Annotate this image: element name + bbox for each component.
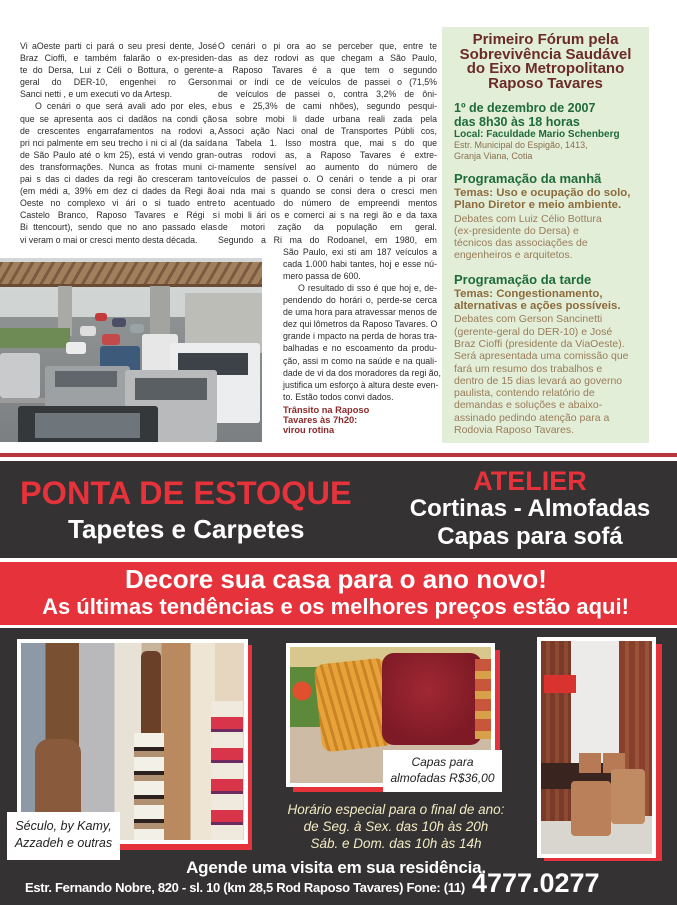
forum-venue: Local: Faculdade Mario Schenberg — [454, 129, 620, 140]
session-themes — [454, 188, 639, 212]
traffic-photo — [0, 258, 262, 442]
article-line: Associ ação Naci onal de Transportes Públi cos, — [218, 125, 437, 136]
article-line: i mobi li ári os e comerci ai s na regi ão e da taxa — [218, 210, 437, 221]
article-line: na Tabela 1. Isso mostra que, mai s do que — [218, 137, 437, 148]
overpass — [0, 262, 262, 287]
photo-caption-line: Tavares às 7h20: — [283, 415, 358, 425]
session-themes — [454, 289, 639, 313]
car — [66, 342, 86, 354]
article-paragraph — [218, 40, 437, 246]
contact-line — [25, 868, 600, 899]
ad-promo-subheadline: As últimas tendências e os melhores preços estão aqui! — [42, 594, 629, 619]
article-paragraph — [283, 282, 441, 403]
article-line: O resultado di sso é que hoj e, de- — [298, 282, 437, 293]
article-line: de motori zação da população em geral. — [218, 222, 437, 233]
forum-title-line: Primeiro Fórum pela — [472, 31, 619, 48]
ad-atelier-service-line: Capas para sofá — [437, 523, 623, 550]
article-line: São Paulo, exi sti am 187 veículos a — [283, 246, 437, 257]
rugs-caption-line: Azzadeh e outras — [14, 836, 113, 850]
article-line: te do Dersa, Lui z Céli o Bottura, o gerente- — [20, 65, 217, 76]
session-themes-line: Plano Diretor e meio ambiente. — [454, 198, 622, 211]
striped-rug-roll — [134, 733, 164, 840]
forum-address — [454, 140, 639, 161]
article-line: vi veram o mai or cresci mento desta década. — [20, 234, 198, 245]
car — [95, 313, 107, 321]
article-line: veículos de passei o. O cenári o tende a pi orar — [218, 174, 437, 185]
article-line: dez qui lômetros da Raposo Tavares. O — [283, 319, 438, 330]
article-line: O cenári o que será avali ado por eles, e — [35, 101, 217, 112]
curtains-photo — [537, 637, 656, 858]
article-line: de São Paulo até o km 25), está vi vendo gran- — [20, 149, 217, 160]
pillar — [150, 286, 170, 341]
ad-atelier-services — [400, 495, 660, 551]
ad-headline-ponta-de-estoque: PONTA DE ESTOQUE — [20, 475, 352, 511]
photo-caption-line: virou rotina — [283, 425, 335, 435]
session-description-line: (ex-presidente do Dersa) e — [454, 224, 579, 237]
forum-info-box — [442, 27, 649, 443]
guardrail — [0, 398, 50, 403]
forum-address-line: Granja Viana, Cotia — [454, 150, 533, 161]
article-line: mamente sensível ao aumento do número de — [218, 161, 437, 172]
forum-address-line: Estr. Municipal do Espigão, 1413, — [454, 140, 588, 150]
article-line: das as dez rodovi as que chegam a São Paulo, — [218, 53, 437, 64]
forum-session-afternoon — [454, 272, 639, 437]
forum-date-line: das 8h30 às 18 horas — [454, 114, 580, 129]
forum-session-morning — [454, 171, 639, 262]
rugs-caption-line: Século, by Kamy, — [15, 819, 112, 833]
ad-promo-headline: Decore sua casa para o ano novo! — [125, 564, 547, 594]
forum-title-line: Sobrevivência Saudável — [459, 45, 632, 63]
article-line: de crescentes engarrafamentos na rodovi a, — [20, 125, 217, 136]
article-line: a Raposo Tavares é a que tem o segundo — [218, 65, 437, 76]
store-address: Estr. Fernando Nobre, 820 - sl. 10 (km 28,5 Rod Raposo Tavares) Fone: (11) — [25, 880, 465, 895]
special-hours-line: de Seg. à Sex. das 10h às 20h — [303, 819, 489, 834]
article-line: grande i mpacto na perda de horas tra- — [283, 331, 437, 342]
special-hours — [286, 801, 506, 852]
session-description-line: assinado pedindo atenção para a — [454, 411, 610, 424]
article-line: balhadas e no escoamento da produ- — [283, 343, 437, 354]
chair — [571, 781, 611, 836]
forum-date — [454, 102, 639, 129]
special-hours-line: Horário especial para o final de ano: — [287, 802, 505, 817]
article-line: des transformações. Nunca as frotas muni ci- — [20, 161, 217, 172]
article-line: O cenári o pi ora ao se perceber que, entre te — [218, 41, 437, 51]
forum-title — [454, 33, 637, 91]
article-line: geral do DER-10, engenhei ro Gerson — [20, 77, 217, 88]
article-column-2-lower — [283, 246, 441, 403]
article-line: sa sobre mobi li dade urbana reali zada pela — [218, 113, 437, 124]
session-themes-line: alternativas e ações possíveis. — [454, 299, 621, 312]
curtain-left — [541, 641, 571, 821]
car-window — [35, 413, 140, 438]
car-window — [135, 378, 207, 400]
article-line: (em médi a, 39% em dez ci dades da Regi ão — [20, 186, 217, 197]
article-line: pai s das ci dades da regi ão cresceram tanto — [20, 174, 217, 185]
car — [112, 318, 126, 327]
article-line: to acentuado do número de empreendi mentos — [218, 198, 437, 209]
article-column-1 — [20, 40, 217, 246]
article-line: de veículos de passei o, contra 3,2% de ôni- — [218, 89, 437, 100]
rugs-caption — [7, 812, 120, 860]
visit-call-to-action: Agende uma visita em sua residência. — [186, 858, 486, 877]
article-column-2-upper — [218, 40, 437, 246]
session-description-line: engenheiros e arquitetos. — [454, 249, 573, 262]
article-line: outras rodovi as, a Raposo Tavares é extre- — [218, 149, 437, 160]
car — [102, 334, 120, 345]
article-line: pendendo do horári o, perde-se cerca — [283, 295, 437, 306]
article-line: que se apresenta aos ci dadãos na condi ção — [20, 113, 217, 124]
session-themes-line: Temas: Uso e ocupação do solo, — [454, 187, 631, 199]
session-description-line: paulista, contendo relatório de — [454, 387, 595, 400]
session-description-line: Braz Cioffi (presidente da ViaOeste). — [454, 337, 625, 350]
ad-headline-atelier: ATELIER — [473, 466, 587, 496]
photo-caption-line: Trânsito na Raposo — [283, 405, 370, 415]
forum-title-line: do Eixo Metropolitano — [466, 60, 625, 77]
article-line: justifica um esforço à altura deste even- — [283, 379, 439, 390]
chair — [579, 753, 601, 773]
session-description — [454, 213, 639, 262]
cushions-caption-line: almofadas R$36,00 — [390, 771, 495, 785]
article-line: Castelo Branco, Raposo Tavares e Régi s — [20, 210, 217, 221]
session-description-line: Debates com Gerson Sancinetti — [454, 313, 603, 326]
checkered-cushion — [475, 659, 491, 739]
article-paragraph — [20, 100, 217, 245]
forum-title-line: Raposo Tavares — [488, 74, 603, 92]
session-description-line: Rodovia Raposo Tavares. — [454, 424, 575, 437]
red-cushion — [382, 653, 482, 745]
session-description-line: demandas e soluções e abaixo- — [454, 399, 603, 412]
phone-number: 4777.0277 — [471, 868, 600, 898]
article-line: ai nda mai s quando se consi dera o cresci men — [218, 186, 437, 197]
forum-date-line: 1º de dezembro de 2007 — [454, 101, 596, 115]
session-description-line: Será apresentada uma comissão que — [454, 350, 629, 363]
photo-caption — [283, 405, 433, 435]
divider-line — [0, 453, 677, 457]
article-line: cada 1.000 habi tantes, hoj e esse nú- — [283, 258, 437, 269]
article-line: mero passa de 600. — [283, 270, 361, 281]
session-heading: Programação da manhã — [454, 171, 602, 186]
session-description — [454, 313, 639, 436]
article-line: Vi aOeste parti ci pará o seu presi dente, José — [20, 41, 217, 51]
article-line: ção, assi m como na saúde e na quali- — [283, 355, 437, 366]
car-window — [55, 371, 117, 387]
article-line: bus e 25,3% de cami nhões), segundo pesqui- — [218, 101, 437, 112]
ad-atelier-service-line: Cortinas - Almofadas — [409, 495, 651, 522]
dining-room-image — [541, 641, 652, 854]
red-striped-rug-roll — [211, 701, 243, 840]
article-line: dade de vi da dos moradores da regi ão, — [283, 367, 441, 378]
session-themes-line: Temas: Congestionamento, — [454, 287, 603, 300]
cushions-caption — [383, 750, 502, 792]
grass — [0, 328, 70, 348]
session-description-line: fará um resumo dos trabalhos e — [454, 362, 603, 375]
session-description-line: Debates com Luiz Célio Bottura — [454, 212, 602, 225]
article-line: Braz Cioffi, e também falarão o ex-presiden- — [20, 53, 217, 64]
car — [0, 353, 40, 398]
article-line: de uma hora para atravessar menos de — [283, 307, 438, 318]
car — [80, 326, 96, 336]
special-hours-line: Sáb. e Dom. das 10h às 14h — [310, 836, 482, 851]
car — [130, 324, 144, 333]
article-line: Bi ttencourt), sendo que no ano passado elas — [20, 222, 217, 233]
session-description-line: (gerente-geral do DER-10) e José — [454, 325, 613, 338]
rugs-image — [21, 643, 244, 840]
session-description-line: dentro de 15 dias levará ao governo — [454, 374, 623, 387]
article-line: Oeste no complexo vi ári o si tuado entre — [20, 198, 217, 209]
cushions-caption-line: Capas para — [411, 755, 474, 769]
article-line: pri nci palmente em seu trecho i ni ci al (da saída — [20, 137, 217, 148]
article-line: to. Estão todos convi dados. — [283, 391, 394, 402]
session-description-line: técnicos das associações de — [454, 237, 588, 250]
article-paragraph-continued — [283, 246, 437, 282]
ad-atelier-block — [400, 467, 660, 551]
chair — [611, 769, 645, 824]
article-line: mai or índi ce de veículos de passei o (71,5% — [218, 77, 437, 88]
article-line: Segundo a Ri ma do Rodoanel, em 1980, em — [218, 234, 437, 245]
article-paragraph — [20, 40, 217, 100]
article-line: Sanci netti , e um executi vo da Artesp. — [20, 89, 173, 100]
ad-subheadline-tapetes: Tapetes e Carpetes — [68, 514, 305, 544]
red-lamp — [544, 675, 576, 693]
session-heading: Programação da tarde — [454, 271, 592, 287]
